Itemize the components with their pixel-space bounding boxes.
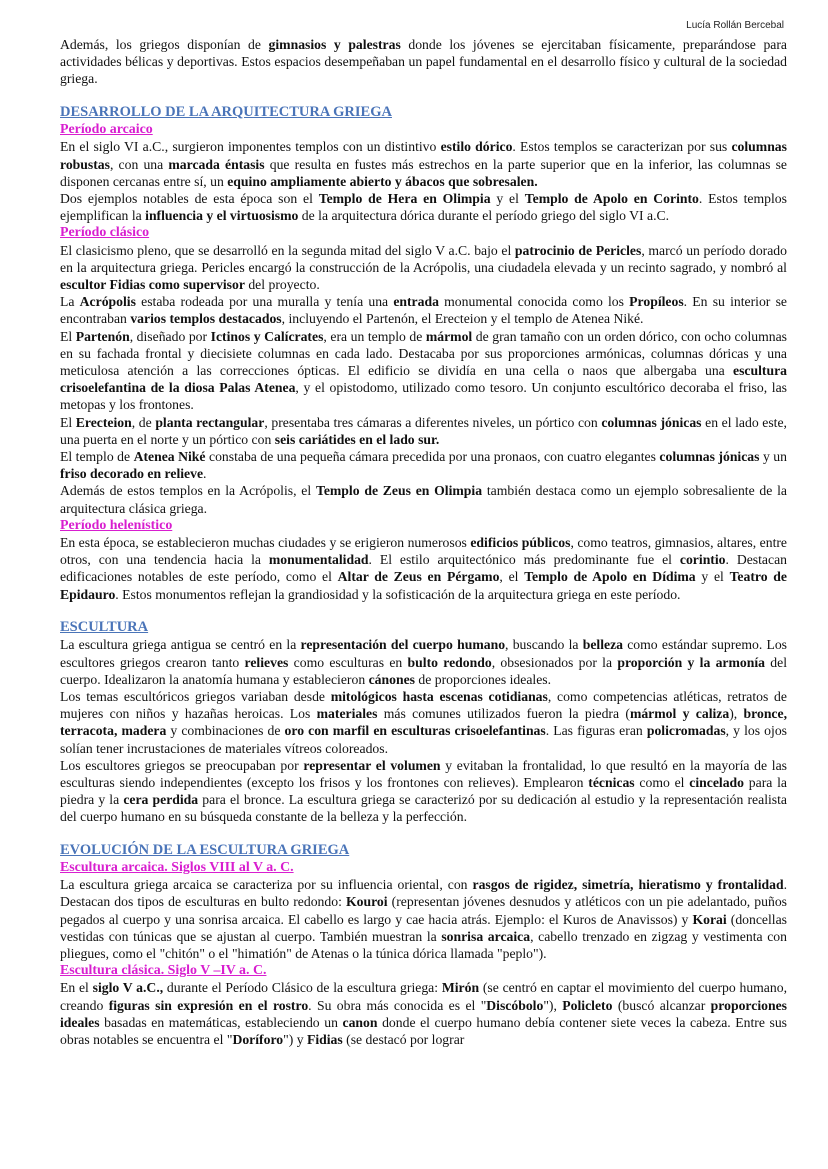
- bold-text: siglo V a.C.,: [92, 980, 164, 996]
- text-run: , presentaba tres cámaras a diferentes niveles, un pórtico con: [264, 414, 602, 430]
- text-run: . Estos templos ejemplifican la: [60, 190, 787, 224]
- text-run: más comunes utilizados fueron la piedra (: [377, 706, 630, 722]
- text-run: "),: [543, 997, 563, 1013]
- text-run: , y los ojos solían tener incrustaciones de materiales vítreos coloreados.: [60, 723, 787, 756]
- text-run: La escultura griega arcaica se caracteriza por su influencia oriental, con: [60, 877, 473, 893]
- paragraph: [60, 414, 787, 448]
- bold-text: escultura crisoelefantina de la diosa Palas Atenea: [60, 362, 787, 396]
- bold-text: corintio: [679, 552, 726, 568]
- text-run: . Estos monumentos reflejan la grandiosidad y la sofisticación de la arquitectura griega en este período.: [115, 586, 681, 602]
- text-run: La escultura griega antigua se centró en la: [60, 637, 301, 653]
- text-run: para el bronce. La escultura griega se caracterizó por su dedicación al estudio y la representación realista del cuerpo humano en su búsqueda constante de la belleza y la perfección.: [60, 792, 788, 825]
- text-run: del proyecto.: [244, 276, 320, 292]
- text-run: En el: [60, 980, 93, 996]
- bold-text: friso decorado en relieve: [60, 466, 204, 482]
- text-run: , como competencias atléticas, retratos de mujeres con niños y hazañas heroicas. Los: [60, 688, 787, 722]
- text-run: del cuerpo. Idealizaron la anatomía humana y establecieron: [60, 654, 787, 687]
- text-run: En el siglo VI a.C., surgieron imponentes templos con un distintivo: [60, 139, 441, 155]
- bold-text: columnas jónicas: [601, 414, 702, 430]
- bold-text: mitológicos hasta escenas cotidianas: [330, 688, 548, 704]
- text-run: , y el opistodomo, utilizado como tesoro. Un conjunto escultórico decoraba el friso, las metopas y los frontones.: [60, 380, 787, 413]
- bold-text: rasgos de rigidez, simetría, hieratismo y frontalidad: [472, 877, 784, 893]
- bold-text: mármol: [425, 328, 473, 344]
- text-run: . El estilo arquitectónico más predominante fue el: [368, 552, 680, 568]
- text-run: constaba de una pequeña cámara precedida por una pronaos, con cuatro elegantes: [205, 448, 660, 464]
- bold-text: Templo de Hera en Olimpia: [318, 190, 491, 206]
- paragraph: [60, 138, 787, 190]
- text-run: , incluyendo el Partenón, el Erecteion y el templo de Atenea Niké.: [281, 311, 644, 327]
- bold-text: policromadas: [646, 723, 726, 739]
- text-run: , buscando la: [505, 637, 583, 653]
- text-run: . Destacan dos tipos de esculturas en bulto redondo:: [60, 877, 787, 910]
- text-run: y el: [490, 190, 525, 206]
- text-run: . En su interior se encontraban: [60, 294, 787, 327]
- text-run: , era un templo de: [323, 328, 426, 344]
- author-name: Lucía Rollán Bercebal: [686, 20, 784, 31]
- text-run: que resulta en fustes más estrechos en la parte superior que en la inferior, las columnas se disponen cercanas entre sí, un: [60, 156, 788, 189]
- bold-text: escultor Fidias como supervisor: [60, 276, 245, 292]
- text-run: Además, los griegos disponían de: [60, 37, 269, 52]
- bold-text: Altar de Zeus en Pérgamo: [337, 569, 500, 585]
- subsection-heading: Escultura arcaica. Siglos VIII al V a. C.: [60, 860, 294, 876]
- bold-text: sonrisa arcaica: [441, 928, 531, 944]
- text-run: en el lado este, una puerta en el norte y un pórtico con: [60, 414, 787, 447]
- bold-text: patrocinio de Pericles: [514, 242, 642, 258]
- text-run: , el: [499, 569, 525, 585]
- bold-text: equino ampliamente abierto y ábacos que sobresalen.: [227, 173, 538, 189]
- text-run: y un: [759, 448, 787, 464]
- text-run: y evitaban la frontalidad, lo que resultó en la mayoría de las esculturas siendo independientes (excepto los frisos y los frontones con relieves). Emplearon: [60, 757, 788, 790]
- bold-text: edificios públicos: [470, 534, 571, 550]
- bold-text: proporción y la armonía: [617, 654, 765, 670]
- text-run: , como teatros, gimnasios, altares, entre otros, con una tendencia hacia la: [60, 534, 788, 568]
- text-run: Los escultores griegos se preocupaban por: [60, 757, 304, 773]
- text-run: Además de estos templos en la Acrópolis, el: [60, 483, 316, 499]
- text-run: El clasicismo pleno, que se desarrolló en la segunda mitad del siglo V a.C. bajo el: [60, 242, 515, 258]
- text-run: . Las figuras eran: [545, 723, 647, 739]
- bold-text: Fidias: [306, 1032, 343, 1048]
- paragraph: [60, 876, 787, 962]
- text-run: , de: [131, 414, 156, 430]
- bold-text: Ictinos y Calícrates: [210, 328, 324, 344]
- bold-text: representar el volumen: [303, 757, 441, 773]
- text-run: , marcó un período dorado en la arquitectura griega. Pericles encargó la construcción de la Acrópolis, una ciudadela elevada y un recinto sagrado, y nombró al: [60, 242, 787, 275]
- bold-text: Erecteion: [75, 414, 132, 430]
- text-run: para la piedra y la: [60, 774, 787, 808]
- bold-text: Partenón: [75, 328, 130, 344]
- text-run: En esta época, se establecieron muchas ciudades y se erigieron numerosos: [60, 534, 471, 550]
- bold-text: marcada éntasis: [168, 156, 265, 172]
- paragraph: [60, 328, 787, 414]
- text-run: monumental conocida como los: [438, 294, 630, 310]
- bold-text: belleza: [582, 637, 624, 653]
- document-body: [60, 36, 787, 1048]
- text-run: también destaca como un ejemplo sobresaliente de la arquitectura clásica griega.: [60, 483, 787, 516]
- bold-text: estilo dórico: [440, 139, 513, 155]
- bold-text: columnas jónicas: [659, 448, 760, 464]
- text-run: La: [60, 294, 80, 310]
- text-run: basadas en matemáticas, estableciendo un: [99, 1014, 343, 1030]
- section-heading: EVOLUCIÓN DE LA ESCULTURA GRIEGA: [60, 841, 350, 858]
- bold-text: bulto redondo: [407, 654, 492, 670]
- bold-text: relieves: [244, 654, 289, 670]
- text-run: ") y: [283, 1032, 307, 1048]
- bold-text: Templo de Apolo en Dídima: [524, 569, 696, 585]
- text-run: El templo de: [60, 448, 134, 464]
- text-run: ),: [729, 706, 744, 722]
- text-run: donde el cuerpo humano debía contener siete veces la cabeza. Entre sus obras notables se encuentra el ": [60, 1014, 787, 1048]
- bold-text: influencia y el virtuosismo: [145, 208, 299, 224]
- bold-text: mármol y caliza: [629, 706, 730, 722]
- text-run: (se centró en captar el movimiento del cuerpo humano, creando: [60, 980, 787, 1013]
- bold-text: cánones: [368, 671, 415, 687]
- text-run: El: [60, 414, 76, 430]
- subsection-heading: Período arcaico: [60, 122, 153, 138]
- text-run: de la arquitectura dórica durante el período griego del siglo VI a.C.: [298, 208, 670, 224]
- bold-text: Mirón: [441, 980, 480, 996]
- bold-text: Propíleos: [629, 294, 684, 310]
- text-run: El: [60, 328, 76, 344]
- bold-text: Doríforo: [232, 1032, 284, 1048]
- bold-text: planta rectangular: [155, 414, 265, 430]
- section-heading: DESARROLLO DE LA ARQUITECTURA GRIEGA: [60, 103, 392, 120]
- text-run: .: [203, 466, 207, 482]
- bold-text: varios templos destacados: [130, 311, 282, 327]
- text-run: como el: [634, 774, 690, 790]
- text-run: y combinaciones de: [166, 723, 285, 739]
- text-run: (se destacó por lograr: [342, 1032, 465, 1048]
- paragraph: [60, 979, 787, 1048]
- bold-text: figuras sin expresión en el rostro: [108, 997, 309, 1013]
- text-run: (doncellas vestidas con túnicas que se ajustan al cuerpo. También muestran la: [60, 911, 788, 944]
- paragraph: [60, 534, 787, 603]
- bold-text: gimnasios y palestras: [268, 37, 401, 52]
- bold-text: canon: [342, 1014, 378, 1030]
- paragraph: [60, 636, 787, 688]
- text-run: estaba rodeada por una muralla y tenía una: [135, 294, 394, 310]
- text-run: . Estos templos se caracterizan por sus: [512, 139, 732, 155]
- paragraph: [60, 757, 787, 826]
- bold-text: Policleto: [562, 997, 613, 1013]
- text-run: como estándar supremo. Los escultores griegos crearon tanto: [60, 637, 787, 670]
- bold-text: cera perdida: [123, 792, 199, 808]
- section-spacer: [60, 826, 787, 842]
- text-run: . Destacan edificaciones notables de este período, como el: [60, 552, 787, 585]
- bold-text: columnas robustas: [60, 139, 787, 172]
- text-run: y el: [695, 569, 730, 585]
- bold-text: Korai: [692, 911, 727, 927]
- paragraph: [60, 293, 787, 327]
- bold-text: monumentalidad: [268, 552, 369, 568]
- text-run: , obsesionados por la: [491, 654, 618, 670]
- bold-text: proporciones ideales: [60, 997, 787, 1030]
- text-run: , con una: [109, 156, 169, 172]
- bold-text: Templo de Zeus en Olimpia: [315, 483, 483, 499]
- text-run: (representan jóvenes desnudos y atléticos con un pie adelantado, puños pegados al cuerpo y una sonrisa arcaica. El cabello es largo y cae hacia atrás. Ejemplo: el Kuros de Anavissos) y: [60, 894, 788, 927]
- text-run: durante el Período Clásico de la escultura griega:: [163, 980, 442, 996]
- text-run: de gran tamaño con un orden dórico, con ocho columnas en su fachada frontal y diecisiete columnas en cada lado. Destacaba por sus proporciones armónicas, columnas dóricas y una meticulosa atención a las correcciones ópticas. El edificio se dividía en una cella o naos que albergaba una: [60, 328, 787, 378]
- paragraph: [60, 242, 787, 294]
- paragraph: [60, 688, 787, 757]
- text-run: (buscó alcanzar: [612, 997, 711, 1013]
- bold-text: oro con marfil en esculturas crisoelefantinas: [284, 723, 546, 739]
- bold-text: técnicas: [588, 774, 635, 790]
- bold-text: Teatro de Epidauro: [60, 569, 787, 602]
- bold-text: seis cariátides en el lado sur.: [274, 431, 440, 447]
- text-run: Dos ejemplos notables de esta época son el: [60, 190, 319, 206]
- bold-text: Discóbolo: [486, 997, 544, 1013]
- text-run: donde los jóvenes se ejercitaban físicamente, preparándose para actividades bélicas y deportivas. Estos espacios desempeñaban un papel fundamental en el desarrollo físico y cultural de la sociedad griega.: [60, 37, 788, 87]
- subsection-heading: Escultura clásica. Siglo V –IV a. C.: [60, 963, 267, 979]
- paragraph: [60, 482, 787, 516]
- bold-text: Atenea Niké: [133, 448, 206, 464]
- section-spacer: [60, 603, 787, 619]
- bold-text: entrada: [393, 294, 439, 310]
- text-run: de proporciones ideales.: [414, 671, 552, 687]
- text-run: Los temas escultóricos griegos variaban desde: [60, 688, 331, 704]
- bold-text: cincelado: [689, 774, 745, 790]
- bold-text: bronce, terracota, madera: [60, 706, 787, 739]
- section-spacer: [60, 88, 787, 104]
- paragraph: [60, 190, 787, 224]
- bold-text: representación del cuerpo humano: [300, 637, 506, 653]
- bold-text: Kouroi: [345, 894, 388, 910]
- text-run: , diseñado por: [129, 328, 211, 344]
- bold-text: Acrópolis: [79, 294, 136, 310]
- text-run: como esculturas en: [288, 654, 408, 670]
- section-heading: ESCULTURA: [60, 618, 149, 635]
- bold-text: materiales: [316, 706, 378, 722]
- paragraph: [60, 448, 787, 482]
- text-run: . Su obra más conocida es el ": [308, 997, 487, 1013]
- paragraph: [60, 36, 787, 88]
- subsection-heading: Período clásico: [60, 225, 150, 241]
- subsection-heading: Período helenístico: [60, 517, 173, 533]
- text-run: , cabello trenzado en zigzag y vestimenta con pliegues, como el "chitón" o el "himatión" de Atenas o la túnica dórica llamada "peplo").: [60, 928, 787, 962]
- bold-text: Templo de Apolo en Corinto: [524, 190, 699, 206]
